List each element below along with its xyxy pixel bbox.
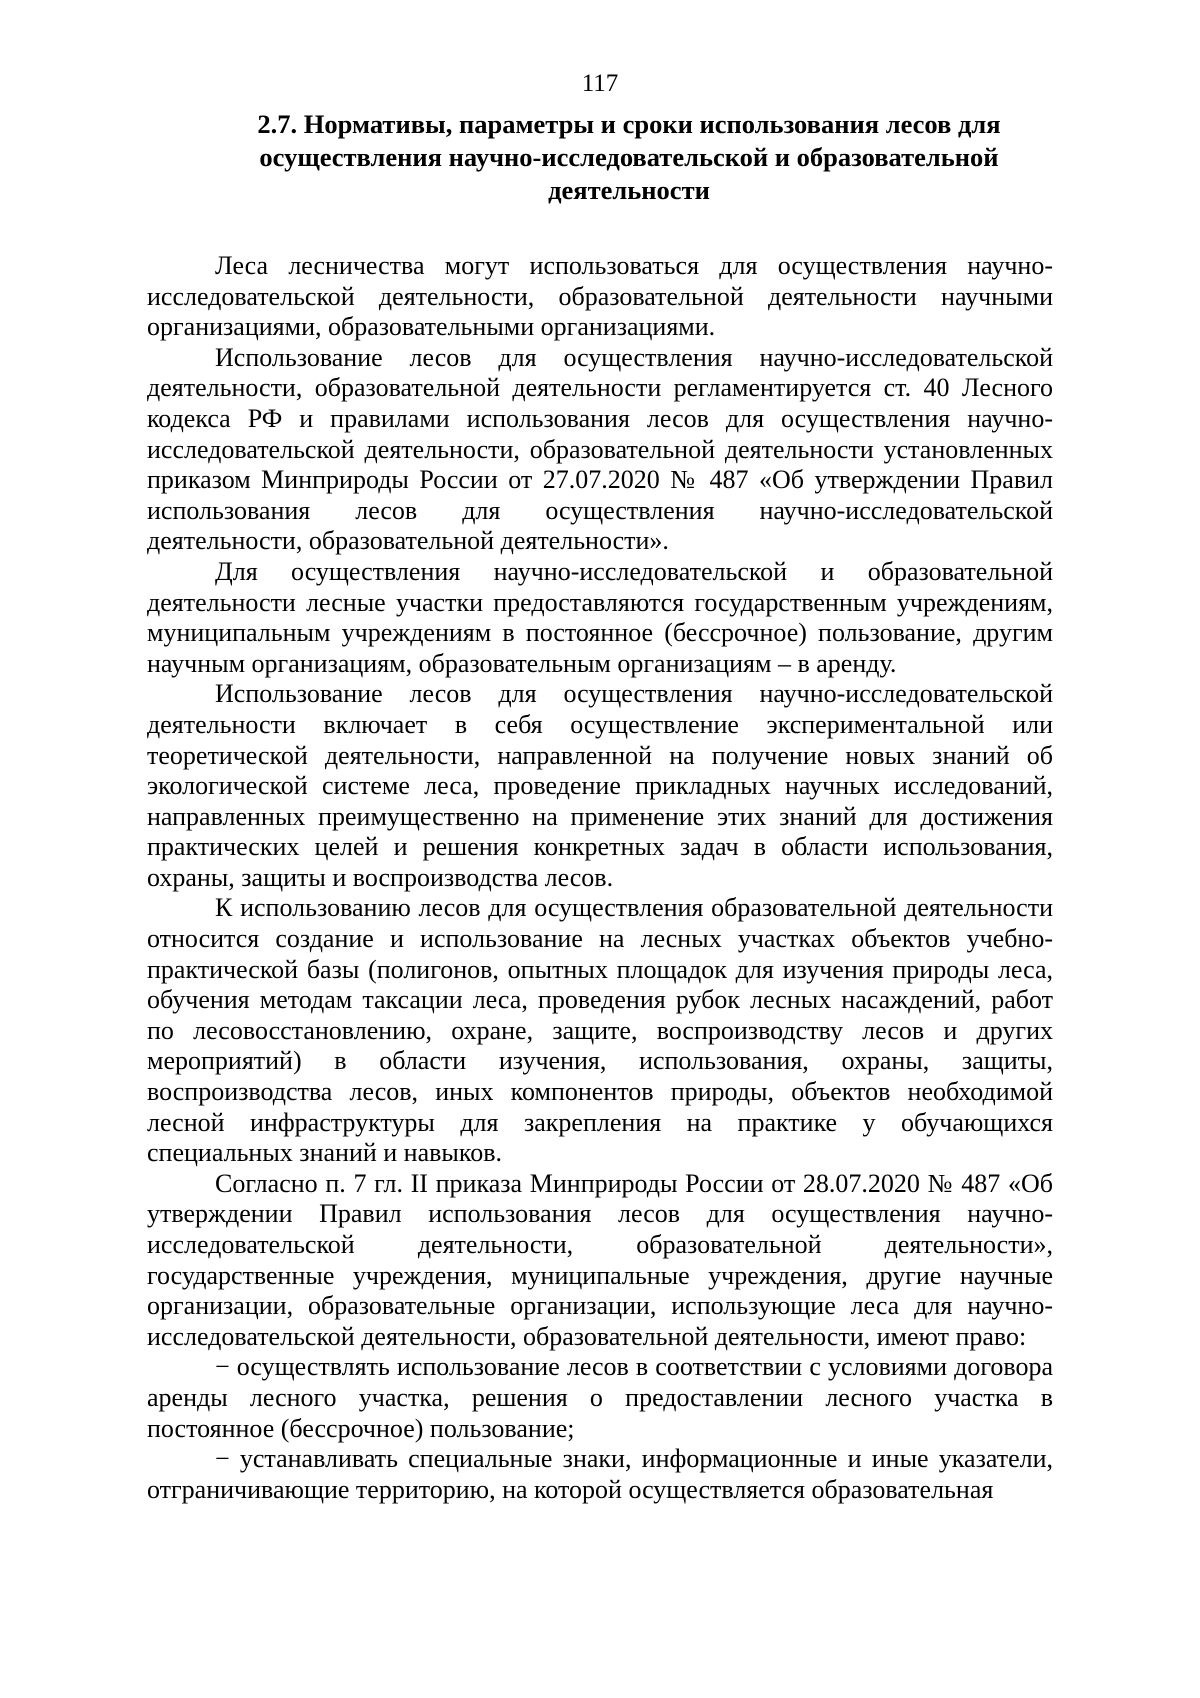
paragraph: Использование лесов для осуществления научно-исследовательской деятельности, образовательной деятельности регламентируется ст. 40 Лесного кодекса РФ и правилами использования лесов для осуществления научно-исследовательской деятельности, образовательной деятельности установленных приказом Минприроды России от 27.07.2020 № 487 «Об утверждении Правил использования лесов для осуществления научно-исследовательской деятельности, образовательной деятельности». [147,342,1053,556]
paragraph: К использованию лесов для осуществления образовательной деятельности относится создание и использование на лесных участках объектов учебно-практической базы (полигонов, опытных площадок для изучения природы леса, обучения методам таксации леса, проведения рубок лесных насаждений, работ по лесовосстановлению, охране, защите, воспроизводству лесов и других мероприятий) в области изучения, использования, охраны, защиты, воспроизводства лесов, иных компонентов природы, объектов необходимой лесной инфраструктуры для закрепления на практике у обучающихся специальных знаний и навыков. [147,893,1053,1168]
document-page [147,70,1053,1505]
list-item: − устанавливать специальные знаки, информационные и иные указатели, отграничивающие территорию, на которой осуществляется образовательная [147,1444,1053,1504]
paragraph: Использование лесов для осуществления научно-исследовательской деятельности включает в себя осуществление экспериментальной или теоретической деятельности, направленной на получение новых знаний об экологической системе леса, проведение прикладных научных исследований, направленных преимущественно на применение этих знаний для достижения практических целей и решения конкретных задач в области использования, охраны, защиты и воспроизводства лесов. [147,679,1053,892]
paragraph: Для осуществления научно-исследовательской и образовательной деятельности лесные участки предоставляются государственным учреждениям, муниципальным учреждениям в постоянное (бессрочное) пользование, другим научным организациям, образовательным организациям – в аренду. [147,556,1053,678]
section-heading: 2.7. Нормативы, параметры и сроки использования лесов для осуществления научно-исследовательской и образовательной деятельности [257,109,1001,205]
page-number: 117 [581,70,619,97]
paragraph: Согласно п. 7 гл. II приказа Минприроды России от 28.07.2020 № 487 «Об утверждении Правил использования лесов для осуществления научно-исследовательской деятельности, образовательной деятельности», государственные учреждения, муниципальные учреждения, другие научные организации, образовательные организации, использующие леса для научно-исследовательской деятельности, образовательной деятельности, имеют право: [147,1168,1053,1351]
paragraph: Леса лесничества могут использоваться для осуществления научно-исследовательской деятельности, образовательной деятельности научными организациями, образовательными организациями. [147,251,1053,342]
list-item: − осуществлять использование лесов в соответствии с условиями договора аренды лесного участка, решения о предоставлении лесного участка в постоянное (бессрочное) пользование; [147,1352,1053,1443]
